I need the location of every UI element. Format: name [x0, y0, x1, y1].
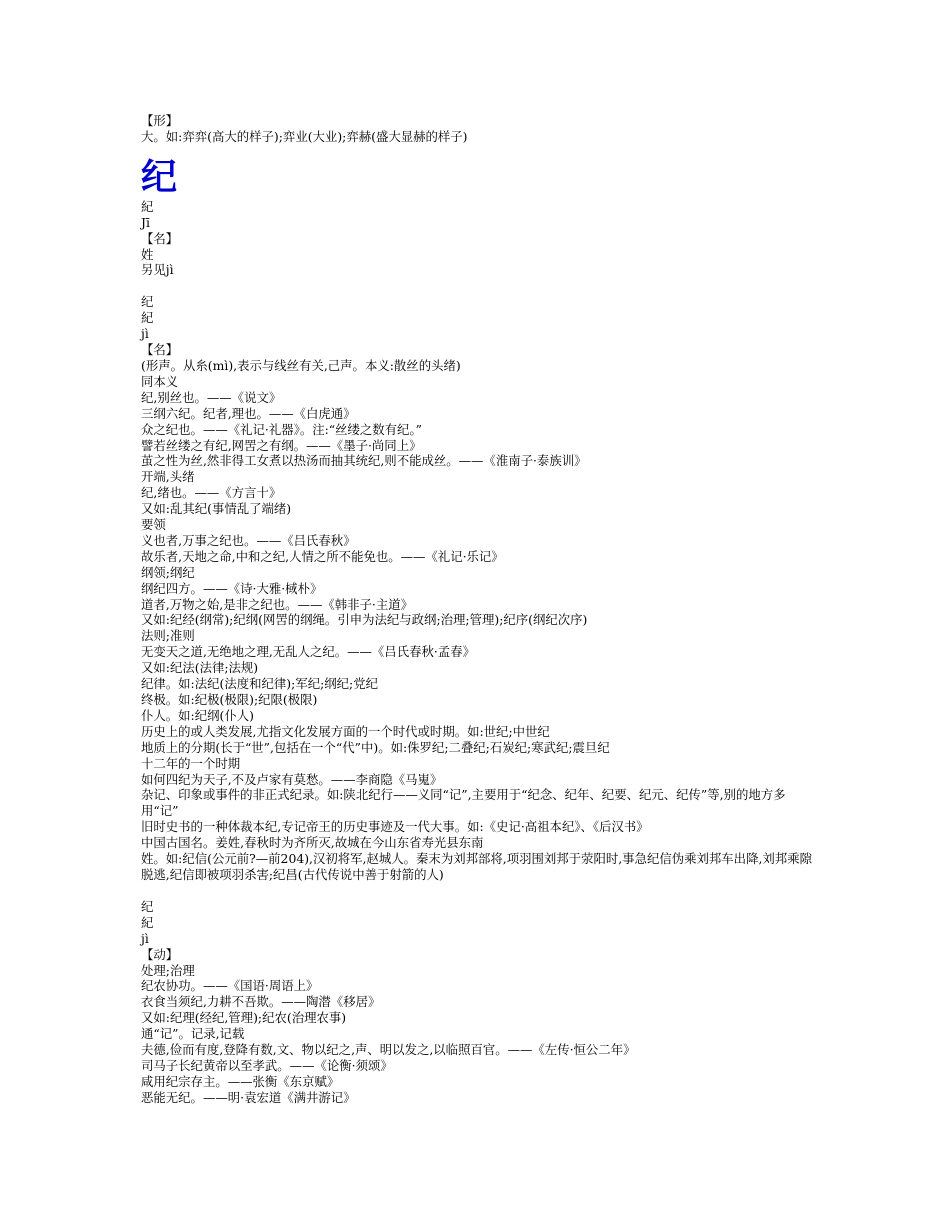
text-line: 姓。如:纪信(公元前?—前204),汉初将军,赵城人。秦末为刘邦部将,项羽围刘邦于荥阳时,事急纪信伪乘刘邦车出降,刘邦乘隙脱逃,纪信即被项羽杀害;纪昌(古代传说中善于射箭的人)	[141, 851, 812, 882]
text-line: 众之纪也。——《礼记·礼器》。注:“丝缕之数有纪。”	[141, 421, 422, 437]
text-line: 要领	[141, 517, 166, 533]
text-line: 紀	[141, 914, 154, 930]
text-line: 另见jì	[141, 262, 174, 278]
text-line: 终极。如:纪极(极限);纪限(极限)	[141, 692, 318, 707]
text-line: 通“记”。记录,记载	[141, 1026, 245, 1042]
text-line: 纪,绪也。——《方言十》	[141, 485, 282, 501]
text-line: 仆人。如:纪纲(仆人)	[141, 707, 254, 723]
text-line: 【动】	[141, 946, 179, 962]
text-line: 故乐者,天地之命,中和之纪,人情之所不能免也。——《礼记·乐记》	[141, 548, 504, 564]
text-line: jì	[141, 930, 149, 946]
text-line: 同本义	[141, 373, 179, 389]
text-line: 无变天之道,无绝地之理,无乱人之纪。——《吕氏春秋·孟春》	[141, 644, 475, 660]
text-line: 杂记、印象或事件的非正式纪录。如:陕北纪行——义同“记”,主要用于“纪念、纪年、纪要、纪元、纪传”等,别的地方多用“记”	[141, 787, 786, 819]
text-line: 纲领;纲纪	[141, 564, 195, 580]
blank-line	[141, 883, 821, 899]
text-line: 旧时史书的一种体裁本纪,专记帝王的历史事迹及一代大事。如:《史记·高祖本纪》、《后汉书》	[141, 819, 649, 835]
text-line: 纲纪四方。——《诗·大雅·棫朴》	[141, 580, 323, 596]
text-line: 大。如:弈弈(高大的样子);弈业(大业);弈赫(盛大显赫的样子)	[141, 128, 468, 144]
text-line: 夫德,俭而有度,登降有数,文、物以纪之,声、明以发之,以临照百官。——《左传·恒公二年》	[141, 1042, 636, 1058]
dictionary-page	[141, 113, 821, 1106]
text-line: (形声。从糸(mì),表示与线丝有关,己声。本义:散丝的头绪)	[141, 357, 461, 373]
text-line: 法则;准则	[141, 628, 195, 644]
text-line: 如何四纪为天子,不及卢家有莫愁。——李商隐《马嵬》	[141, 771, 443, 787]
text-line: 纪	[141, 294, 154, 310]
text-line: 纪	[141, 898, 154, 914]
text-line: 纪农协功。——《国语·周语上》	[141, 978, 319, 994]
entry-headword: 纪	[141, 156, 178, 198]
text-line: Jī	[141, 214, 150, 230]
text-line: 又如:乱其纪(事情乱了端绪)	[141, 501, 292, 517]
text-line: 姓	[141, 246, 154, 262]
text-line: 茧之性为丝,然非得工女煮以热汤而抽其统纪,则不能成丝。——《淮南子·泰族训》	[141, 453, 587, 469]
text-line: 历史上的或人类发展,尤指文化发展方面的一个时代或时期。如:世纪;中世纪	[141, 723, 550, 739]
text-line: 中国古国名。姜姓,春秋时为齐所灭,故城在今山东省寿光县东南	[141, 835, 484, 851]
text-line: 十二年的一个时期	[141, 755, 241, 771]
text-line: 【形】	[141, 113, 179, 128]
text-line: 处理;治理	[141, 962, 195, 978]
text-line: 地质上的分期(长于“世”,包括在一个“代”中)。如:侏罗纪;二叠纪;石炭纪;寒武纪;震旦纪	[141, 739, 610, 755]
text-line: 又如:纪理(经纪,管理);纪农(治理农事)	[141, 1010, 347, 1026]
text-line: 【名】	[141, 230, 179, 246]
text-line: 义也者,万事之纪也。——《吕氏春秋》	[141, 532, 356, 548]
text-line: 衣食当须纪,力耕不吾欺。——陶潜《移居》	[141, 994, 381, 1010]
text-line: 纪,别丝也。——《说文》	[141, 389, 282, 405]
text-line: 【名】	[141, 342, 179, 358]
text-line: 三纲六纪。纪者,理也。——《白虎通》	[141, 405, 356, 421]
text-line: 譬若丝缕之有纪,网罟之有纲。——《墨子·尚同上》	[141, 437, 422, 453]
text-line: 道者,万物之始,是非之纪也。——《韩非子·主道》	[141, 596, 414, 612]
text-line: 紀	[141, 198, 154, 214]
text-line: 司马子长纪黄帝以至孝武。——《论衡·须颂》	[141, 1057, 393, 1073]
text-line: jì	[141, 326, 149, 342]
text-line: 恶能无纪。——明·袁宏道《满井游记》	[141, 1089, 356, 1105]
text-line: 紀	[141, 310, 154, 326]
text-line: 纪律。如:法纪(法度和纪律);军纪;纲纪;党纪	[141, 676, 379, 692]
blank-line	[141, 278, 821, 294]
text-line: 开端,头绪	[141, 469, 195, 485]
text-line: 咸用纪宗存主。——张衡《东京赋》	[141, 1073, 340, 1089]
text-line: 又如:纪法(法律;法规)	[141, 660, 259, 676]
text-line: 又如:纪经(纲常);纪纲(网罟的纲绳。引申为法纪与政纲;治理;管理);纪序(纲纪次序)	[141, 612, 588, 628]
